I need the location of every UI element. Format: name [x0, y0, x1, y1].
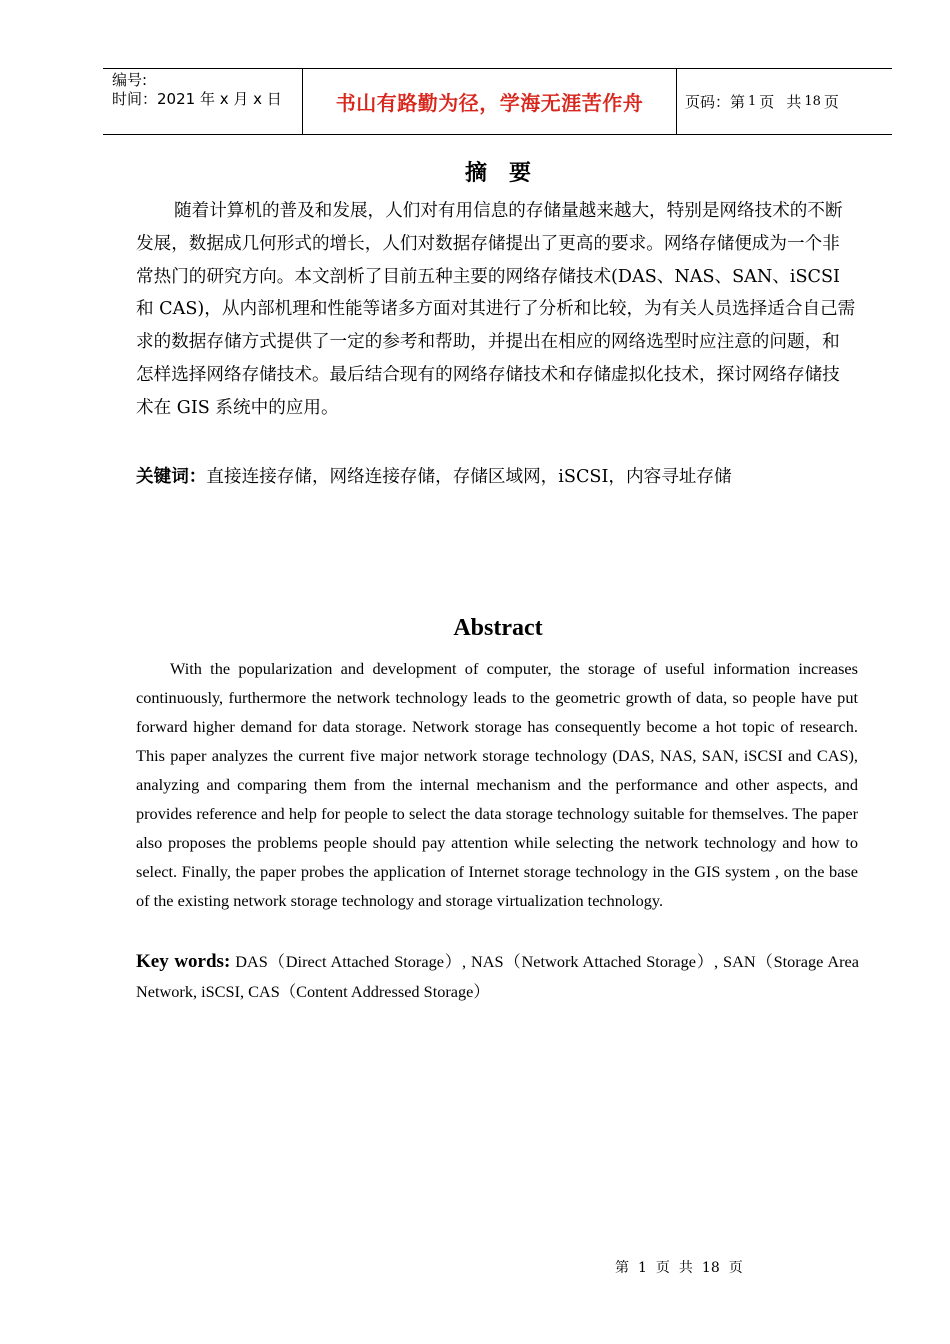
cn-keywords-text: 直接连接存储，网络连接存储，存储区域网，iSCSI，内容寻址存储: [206, 467, 732, 487]
cn-keywords: [136, 461, 856, 493]
footer-suffix: 页: [728, 1260, 743, 1276]
header-motto: 书山有路勤为径，学海无涯苦作舟: [303, 69, 677, 134]
footer-current: 1: [638, 1260, 647, 1276]
page-prefix: 页码：第: [685, 93, 746, 111]
footer-prefix: 第: [615, 1260, 629, 1276]
page-mid: 页: [759, 93, 775, 111]
time-label: 时间：2021 年 x 月 x 日: [112, 90, 282, 108]
cn-abstract-body: [136, 195, 856, 425]
en-abstract-body: [136, 654, 858, 915]
en-abstract-title: Abstract: [453, 615, 543, 641]
cn-title-char: 摘: [464, 161, 487, 186]
total-prefix: 共: [786, 93, 802, 111]
page-header: [103, 68, 892, 135]
page-footer: [615, 1257, 752, 1277]
total-suffix: 页: [823, 93, 839, 111]
cn-abstract-title: [0, 156, 950, 187]
footer-total: 18: [701, 1260, 720, 1276]
header-meta: [103, 69, 303, 134]
cn-title-char: 要: [509, 161, 532, 186]
header-page-info: [677, 69, 892, 134]
en-keywords-text: DAS（Direct Attached Storage）, NAS（Network Attached Storage）, SAN（Storage Area Network, iSCSI, CAS（Content Addressed Storage）: [136, 952, 859, 1001]
footer-mid: 页: [655, 1260, 670, 1276]
page-current: 1: [748, 94, 757, 109]
en-keywords: [136, 947, 859, 1007]
en-keywords-label: Key words:: [136, 951, 231, 972]
cn-keywords-label: 关键词：: [136, 467, 207, 487]
page-total: 18: [804, 94, 821, 109]
footer-total-prefix: 共: [678, 1260, 693, 1276]
cn-abstract-paragraph: 随着计算机的普及和发展，人们对有用信息的存储量越来越大，特别是网络技术的不断发展，数据成几何形式的增长，人们对数据存储提出了更高的要求。网络存储便成为一个非常热门的研究方向。本文剖析了目前五种主要的网络存储技术(DAS、NAS、SAN、iSCSI 和 CAS)，从内部机理和性能等诸多方面对其进行了分析和比较，为有关人员选择适合自己需求的数据存储方式提供了一定的参考和帮助，并提出在相应的网络选型时应注意的问题，和怎样选择网络存储技术。最后结合现有的网络存储技术和存储虚拟化技术，探讨网络存储技术在 GIS 系统中的应用。: [136, 201, 856, 418]
serial-label: 编号:: [112, 71, 148, 89]
en-abstract-paragraph: With the popularization and development of computer, the storage of useful information increases continuously, furthermore the network technology leads to the geometric growth of data, so people have put forward higher demand for data storage. Network storage has consequently become a hot topic of research. This paper analyzes the current five major network storage technology (DAS, NAS, SAN, iSCSI and CAS), analyzing and comparing them from the internal mechanism and the performance and other aspects, and provides reference and help for people to select the data storage technology suitable for themselves. The paper also proposes the problems people should pay attention while selecting the network technology and how to select. Finally, the paper probes the application of Internet storage technology in the GIS system , on the base of the existing network storage technology and storage virtualization technology.: [136, 659, 858, 910]
